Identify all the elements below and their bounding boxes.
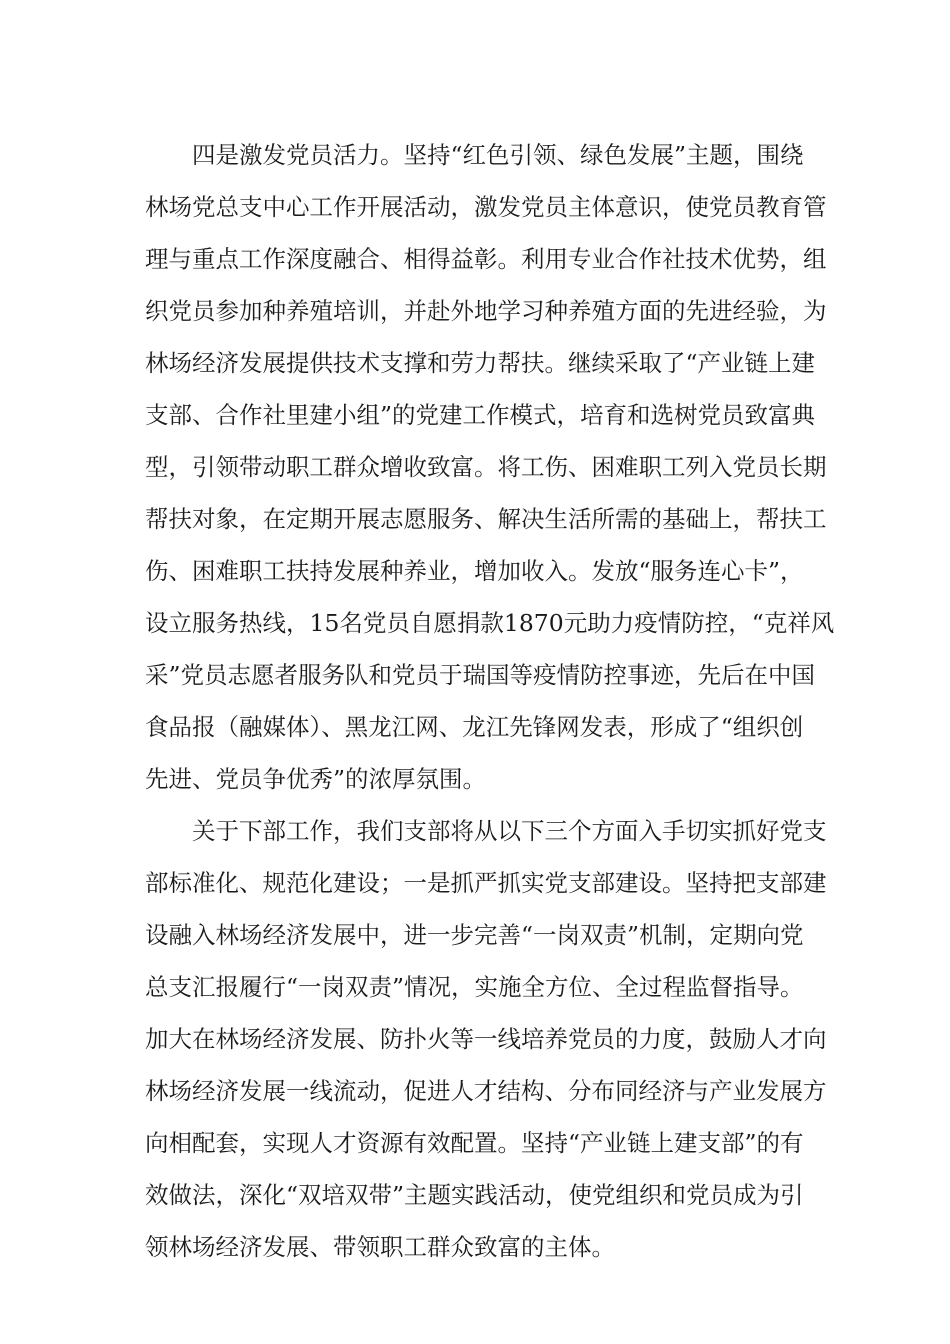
paragraph-line: 关于下部工作，我们支部将从以下三个方面入手切实抓好党支: [192, 817, 827, 845]
paragraph-line: 帮扶对象，在定期开展志愿服务、解决生活所需的基础上，帮扶工: [145, 505, 827, 533]
paragraph-next-work: [145, 805, 827, 1273]
paragraph-line: 领林场经济发展、带领职工群众致富的主体。: [145, 1233, 615, 1261]
paragraph-line: 总支汇报履行“一岗双责”情况，实施全方位、全过程监督指导。: [145, 973, 804, 1001]
paragraph-line: 效做法，深化“双培双带”主题实践活动，使党组织和党员成为引: [145, 1181, 804, 1209]
paragraph-line: 林场经济发展提供技术支撑和劳力帮扶。继续采取了“产业链上建: [145, 349, 816, 377]
paragraph-line: 采”党员志愿者服务队和党员于瑞国等疫情防控事迹，先后在中国: [145, 661, 816, 689]
paragraph-line: 织党员参加种养殖培训，并赴外地学习种养殖方面的先进经验，为: [145, 297, 827, 325]
paragraph-line: 四是激发党员活力。坚持“红色引领、绿色发展”主题，围绕: [192, 141, 804, 169]
paragraph-party-member-vitality: [145, 129, 835, 805]
paragraph-line: 型，引领带动职工群众增收致富。将工伤、困难职工列入党员长期: [145, 453, 827, 481]
document-body: [145, 129, 835, 1273]
paragraph-line: 向相配套，实现人才资源有效配置。坚持“产业链上建支部”的有: [145, 1129, 804, 1157]
paragraph-line: 设融入林场经济发展中，进一步完善“一岗双责”机制，定期向党: [145, 921, 804, 949]
paragraph-line: 部标准化、规范化建设；一是抓严抓实党支部建设。坚持把支部建: [145, 869, 827, 897]
paragraph-line: 林场党总支中心工作开展活动，激发党员主体意识，使党员教育管: [145, 193, 827, 221]
paragraph-line: 理与重点工作深度融合、相得益彰。利用专业合作社技术优势，组: [145, 245, 827, 273]
paragraph-line: 林场经济发展一线流动，促进人才结构、分布同经济与产业发展方: [145, 1077, 827, 1105]
paragraph-line: 加大在林场经济发展、防扑火等一线培养党员的力度，鼓励人才向: [145, 1025, 827, 1053]
paragraph-line: 支部、合作社里建小组”的党建工作模式，培育和选树党员致富典: [145, 401, 816, 429]
paragraph-line: 伤、困难职工扶持发展种养业，增加收入。发放“服务连心卡”，: [145, 557, 804, 585]
paragraph-line: 设立服务热线，15名党员自愿捐款1870元助力疫情防控，“克祥风: [145, 609, 835, 637]
paragraph-line: 先进、党员争优秀”的浓厚氛围。: [145, 765, 487, 793]
paragraph-line: 食品报（融媒体）、黑龙江网、龙江先锋网发表，形成了“组织创: [145, 713, 804, 741]
